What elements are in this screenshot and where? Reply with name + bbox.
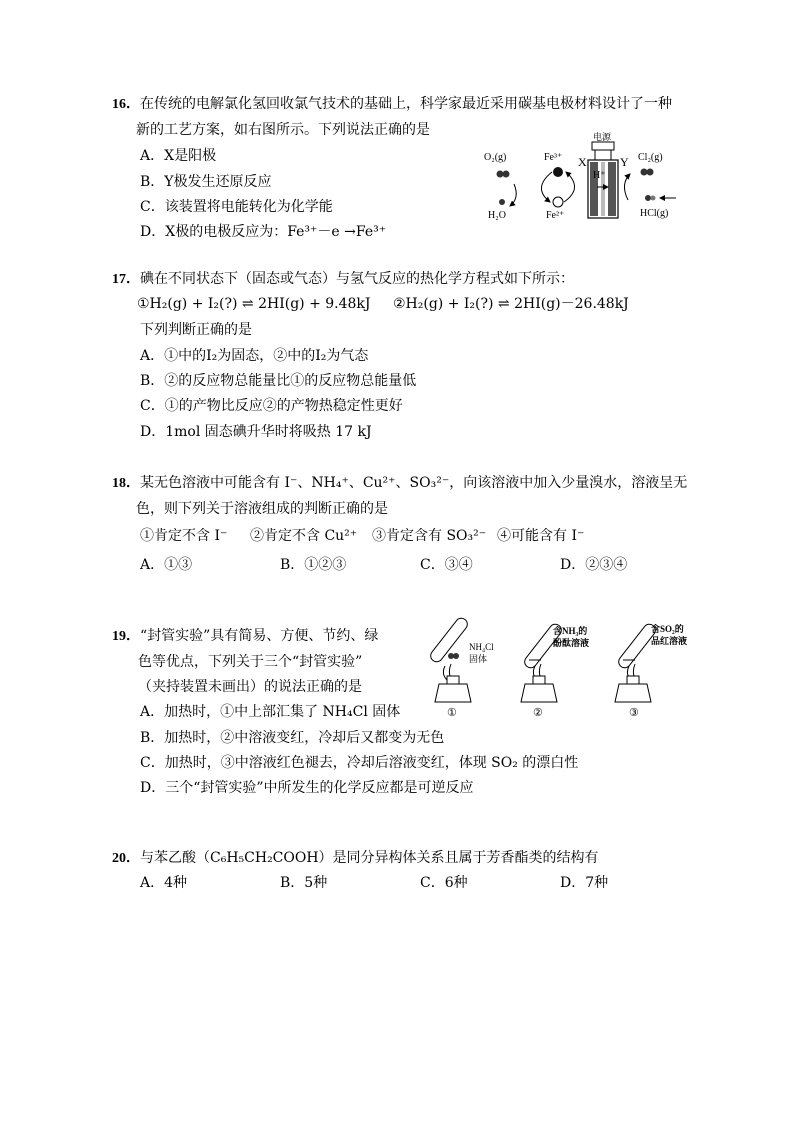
option-b: B．Y极发生还原反应 — [140, 174, 272, 190]
statement-3: ③肯定含有 SO₃²⁻ — [372, 528, 487, 544]
question-number: 16． — [112, 97, 140, 112]
tube2-label-a: 含NH₃的 — [553, 626, 588, 636]
fe3-label: Fe³⁺ — [544, 152, 563, 163]
question-stem-cont: 色等优点，下列关于三个“封管实验” — [138, 654, 363, 670]
tube2-label-b: 酚酞溶液 — [553, 638, 590, 648]
option-a: A．X是阳极 — [140, 148, 217, 164]
option-c: C．6种 — [420, 875, 468, 891]
statement-1: ①肯定不含 I⁻ — [140, 528, 228, 544]
statement-4: ④可能含有 I⁻ — [497, 528, 585, 544]
option-b: B．①②③ — [280, 557, 347, 573]
number-2: ② — [533, 707, 543, 719]
option-c: C．该装置将电能转化为化学能 — [140, 199, 333, 215]
question-number: 20． — [112, 851, 140, 866]
option-b: B．5种 — [280, 875, 328, 891]
question-number: 19． — [112, 629, 140, 644]
statement-2: ②肯定不含 Cu²⁺ — [250, 528, 358, 544]
question-stem-cont: 色，则下列关于溶液组成的判断正确的是 — [136, 501, 388, 517]
question-stem-cont: 新的工艺方案，如右图所示。下列说法正确的是 — [136, 122, 430, 138]
sealed-tube-figure — [425, 616, 710, 720]
equation-2: ②H₂(g) + I₂(?) ⇌ 2HI(g)－26.48kJ — [393, 296, 629, 312]
question-stem: “封管实验”具有简易、方便、节约、绿 — [140, 628, 379, 644]
option-d: D．1mol 固态碘升华时将吸热 17 kJ — [140, 424, 372, 440]
option-c: C．加热时，③中溶液红色褪去，冷却后溶液变红，体现 SO₂ 的漂白性 — [140, 755, 579, 771]
option-d: D．三个“封管实验”中所发生的化学反应都是可逆反应 — [140, 780, 474, 796]
tube1-label-b: 固体 — [469, 654, 488, 664]
proton-label: H⁺ — [593, 170, 606, 181]
electrolysis-figure — [480, 132, 690, 224]
option-a: A．加热时，①中上部汇集了 NH₄Cl 固体 — [140, 704, 401, 720]
option-b: B．②的反应物总能量比①的反应物总能量低 — [140, 373, 417, 389]
question-prompt: 下列判断正确的是 — [140, 322, 252, 338]
option-d: D．7种 — [560, 875, 609, 891]
option-a: A．①中的I₂为固态，②中的I₂为气态 — [140, 348, 369, 364]
apparatus-1 — [428, 616, 494, 719]
question-number: 18． — [112, 476, 140, 491]
option-c: C．①的产物比反应②的产物热稳定性更好 — [140, 398, 403, 414]
number-3: ③ — [629, 707, 639, 719]
tube3-label-b: 品红溶液 — [651, 636, 688, 646]
o2-label: O₂(g) — [484, 152, 507, 163]
power-label: 电源 — [593, 132, 612, 142]
option-a: A．4种 — [140, 875, 188, 891]
question-number: 17． — [112, 272, 140, 287]
question-stem: 某无色溶液中可能含有 I⁻、NH₄⁺、Cu²⁺、SO₃²⁻，向该溶液中加入少量溴水，溶液呈无 — [140, 475, 688, 491]
equation-1: ①H₂(g) + I₂(?) ⇌ 2HI(g) + 9.48kJ — [137, 296, 371, 312]
h2o-label: H₂O — [488, 210, 506, 221]
tube3-label-a: 含SO₂的 — [651, 624, 684, 634]
fe2-label: Fe²⁺ — [546, 210, 565, 221]
option-d: D．X极的电极反应为：Fe³⁺－e →Fe³⁺ — [140, 224, 387, 240]
cl2-label: Cl₂(g) — [638, 152, 663, 163]
option-d: D．②③④ — [560, 557, 628, 573]
tube1-label-a: NH₄Cl — [469, 642, 494, 652]
question-stem: 在传统的电解氯化氢回收氯气技术的基础上，科学家最近采用碳基电极材料设计了一种 — [140, 96, 672, 112]
option-a: A．①③ — [140, 557, 193, 573]
option-b: B．加热时，②中溶液变红，冷却后又都变为无色 — [140, 730, 445, 746]
number-1: ① — [447, 707, 457, 719]
question-stem: 碘在不同状态下（固态或气态）与氢气反应的热化学方程式如下所示： — [140, 271, 574, 287]
question-stem-cont: （夹持装置未画出）的说法正确的是 — [138, 679, 362, 695]
question-stem: 与苯乙酸（C₆H₅CH₂COOH）是同分异构体关系且属于芳香酯类的结构有 — [140, 850, 599, 866]
option-c: C．③④ — [420, 557, 473, 573]
apparatus-2 — [521, 622, 589, 719]
hcl-label: HCl(g) — [640, 208, 669, 219]
electrode-y-label: Y — [620, 155, 629, 169]
apparatus-3 — [615, 622, 687, 719]
electrode-x-label: X — [578, 155, 587, 169]
